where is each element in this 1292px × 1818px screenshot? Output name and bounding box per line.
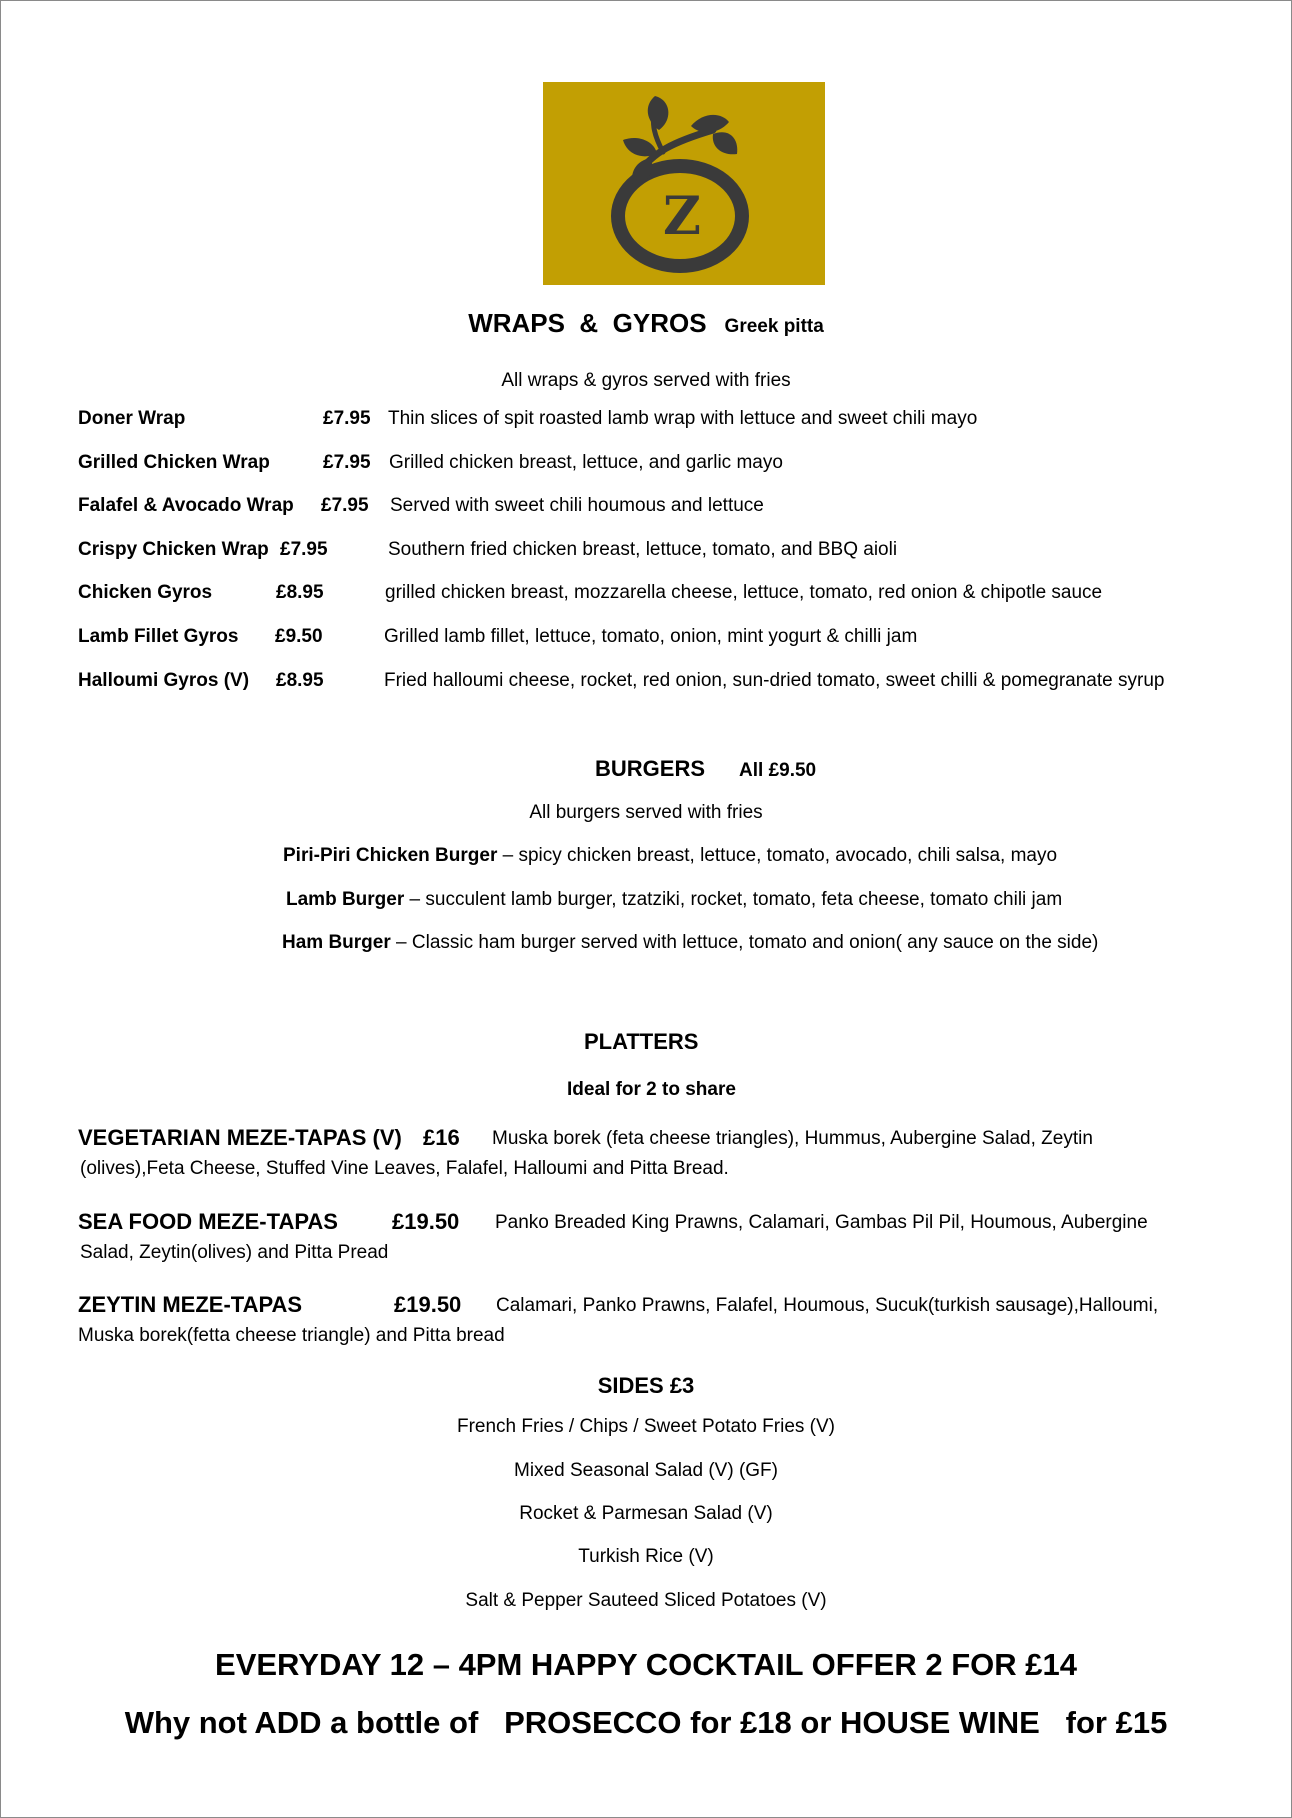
platter-item-price: £16 xyxy=(423,1125,460,1150)
olive-branch-icon xyxy=(543,82,825,285)
wrap-item-name: Chicken Gyros xyxy=(78,582,213,603)
platter-item-name: ZEYTIN MEZE-TAPAS xyxy=(78,1292,303,1317)
side-item: Rocket & Parmesan Salad (V) xyxy=(519,1503,773,1524)
wrap-item-price: £7.95 xyxy=(323,408,371,429)
burger-item xyxy=(286,889,1062,911)
burger-item-name: Piri-Piri Chicken Burger xyxy=(283,845,498,866)
platter-item-price: £19.50 xyxy=(392,1209,460,1234)
platter-item-name: VEGETARIAN MEZE-TAPAS (V) xyxy=(78,1125,402,1150)
wraps-note: All wraps & gyros served with fries xyxy=(501,370,791,391)
burger-item-desc: – spicy chicken breast, lettuce, tomato, avocado, chili salsa, mayo xyxy=(497,845,1058,866)
side-item: French Fries / Chips / Sweet Potato Fries (V) xyxy=(456,1416,835,1437)
wrap-item-name: Lamb Fillet Gyros xyxy=(78,626,239,647)
wrap-item-name: Grilled Chicken Wrap xyxy=(78,452,270,473)
platter-item-desc: Muska borek (feta cheese triangles), Hummus, Aubergine Salad, Zeytin xyxy=(492,1128,1093,1149)
wrap-item-price: £7.95 xyxy=(280,539,328,560)
wrap-item-name: Halloumi Gyros (V) xyxy=(78,670,250,691)
platter-item-name: SEA FOOD MEZE-TAPAS xyxy=(78,1209,338,1234)
wraps-subtitle: Greek pitta xyxy=(724,316,824,337)
platter-item-desc-cont: Muska borek(fetta cheese triangle) and Pitta bread xyxy=(78,1325,505,1346)
wine-offer: Why not ADD a bottle of PROSECCO for £18 or HOUSE WINE for £15 xyxy=(124,1705,1168,1740)
wrap-item-desc: Served with sweet chili houmous and lettuce xyxy=(390,495,764,516)
wrap-item-desc: grilled chicken breast, mozzarella cheese, lettuce, tomato, red onion & chipotle sauce xyxy=(385,582,1103,603)
wrap-item-price: £9.50 xyxy=(275,626,323,647)
platter-item-desc-cont: (olives),Feta Cheese, Stuffed Vine Leaves, Falafel, Halloumi and Pitta Bread. xyxy=(80,1158,729,1179)
platter-item-desc-cont: Salad, Zeytin(olives) and Pitta Pread xyxy=(80,1242,389,1263)
platters-title: PLATTERS xyxy=(584,1029,699,1054)
burgers-subtitle: All £9.50 xyxy=(739,760,817,781)
wrap-item-price: £7.95 xyxy=(323,452,371,473)
wrap-item-name: Crispy Chicken Wrap xyxy=(78,539,269,560)
logo-letter: Z xyxy=(663,186,701,247)
wrap-item-price: £8.95 xyxy=(276,582,324,603)
cocktail-offer: EVERYDAY 12 – 4PM HAPPY COCKTAIL OFFER 2 FOR £14 xyxy=(215,1647,1077,1682)
burger-item-desc: – succulent lamb burger, tzatziki, rocket, tomato, feta cheese, tomato chili jam xyxy=(404,889,1063,910)
side-item: Salt & Pepper Sauteed Sliced Potatoes (V) xyxy=(465,1590,827,1611)
wrap-item-desc: Fried halloumi cheese, rocket, red onion, sun-dried tomato, sweet chilli & pomegranate syrup xyxy=(384,670,1165,691)
wraps-heading xyxy=(1,308,1291,339)
side-item: Turkish Rice (V) xyxy=(578,1546,714,1567)
wrap-item-desc: Grilled chicken breast, lettuce, and garlic mayo xyxy=(389,452,783,473)
platter-item-desc: Calamari, Panko Prawns, Falafel, Houmous, Sucuk(turkish sausage),Halloumi, xyxy=(496,1295,1159,1316)
burger-item-name: Lamb Burger xyxy=(286,889,405,910)
wrap-item-name: Falafel & Avocado Wrap xyxy=(78,495,294,516)
zeytin-logo xyxy=(543,82,825,285)
wrap-item-price: £7.95 xyxy=(321,495,369,516)
burgers-heading xyxy=(595,756,816,782)
wrap-item-desc: Southern fried chicken breast, lettuce, tomato, and BBQ aioli xyxy=(388,539,898,560)
burgers-note: All burgers served with fries xyxy=(529,802,763,823)
burger-item-desc: – Classic ham burger served with lettuce, tomato and onion( any sauce on the side) xyxy=(390,932,1099,953)
wrap-item-name: Doner Wrap xyxy=(78,408,186,429)
side-item: Mixed Seasonal Salad (V) (GF) xyxy=(514,1460,778,1481)
platter-item-desc: Panko Breaded King Prawns, Calamari, Gambas Pil Pil, Houmous, Aubergine xyxy=(495,1212,1148,1233)
burgers-title: BURGERS xyxy=(595,756,706,781)
wraps-title: WRAPS & GYROS xyxy=(468,308,707,338)
wrap-item-price: £8.95 xyxy=(276,670,324,691)
platter-item-price: £19.50 xyxy=(394,1292,462,1317)
burger-item xyxy=(283,845,1057,867)
wrap-item-desc: Grilled lamb fillet, lettuce, tomato, onion, mint yogurt & chilli jam xyxy=(384,626,918,647)
sides-title: SIDES £3 xyxy=(597,1373,695,1398)
wrap-item-desc: Thin slices of spit roasted lamb wrap with lettuce and sweet chili mayo xyxy=(388,408,978,429)
platters-subtitle: Ideal for 2 to share xyxy=(567,1079,736,1100)
burger-item xyxy=(282,932,1098,954)
burger-item-name: Ham Burger xyxy=(282,932,391,953)
